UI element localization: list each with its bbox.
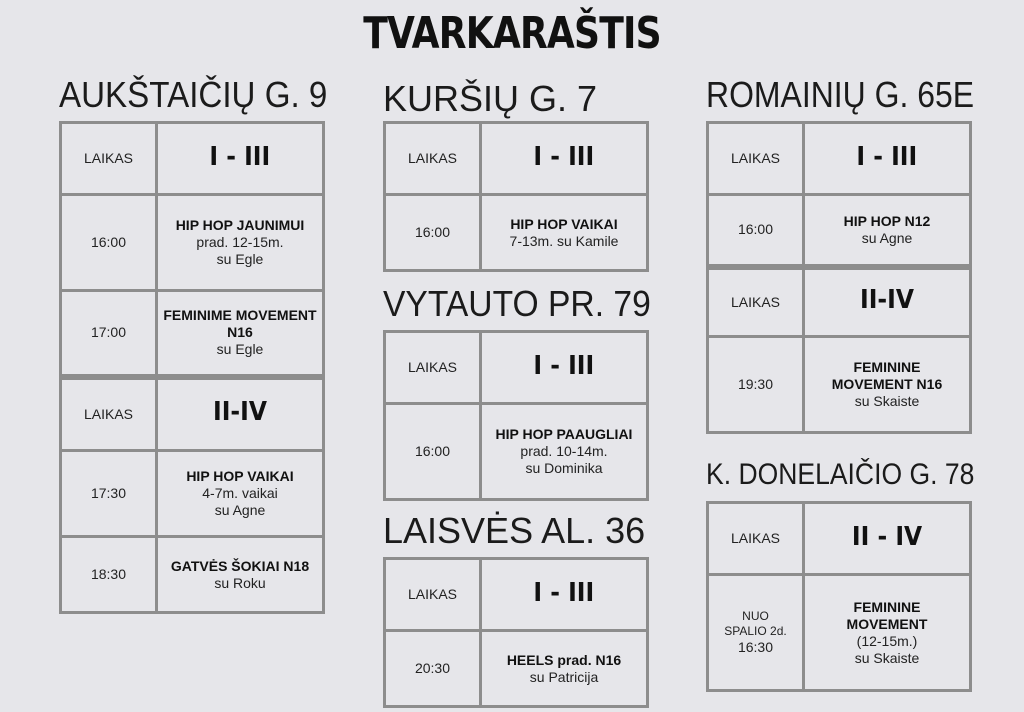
group-label: II-IV <box>860 285 914 316</box>
class-cell <box>804 575 971 691</box>
group-header <box>157 377 324 451</box>
group-label: I - III <box>209 141 271 172</box>
group-label: I - III <box>533 350 595 381</box>
time-note: SPALIO 2d. <box>724 624 787 638</box>
class-time: 16:30 <box>737 639 774 655</box>
group-label: I - III <box>533 141 595 172</box>
schedule-table-vytauto <box>383 330 649 501</box>
time-header: LAIKAS <box>385 559 481 631</box>
class-instructor: su Patricija <box>529 668 599 685</box>
class-detail: (12-15m.) <box>856 632 918 649</box>
class-time: 16:00 <box>385 404 481 500</box>
group-header <box>481 332 648 404</box>
group-label: II - IV <box>851 521 923 552</box>
schedule-table-romainiu <box>706 121 972 434</box>
class-cell <box>804 337 971 433</box>
class-cell <box>804 195 971 267</box>
location-title-laisves: LAISVĖS AL. 36 <box>383 510 646 551</box>
time-header: LAIKAS <box>708 503 804 575</box>
schedule-table-kursiu <box>383 121 649 272</box>
class-detail: prad. 12-15m. <box>196 234 284 250</box>
class-name: HIP HOP JAUNIMUI <box>175 217 305 233</box>
class-time: 17:30 <box>61 451 157 537</box>
group-header <box>157 123 324 195</box>
location-title-aukstaiciu: AUKŠTAIČIŲ G. 9 <box>59 74 328 115</box>
class-name: HIP HOP N12 <box>843 212 931 229</box>
location-title-vytauto: VYTAUTO PR. 79 <box>383 283 651 324</box>
class-cell <box>157 451 324 537</box>
class-name: FEMINIME MOVEMENT N16 <box>163 307 317 341</box>
class-name: HEELS prad. N16 <box>506 651 622 668</box>
class-instructor: su Agne <box>214 502 266 518</box>
class-cell <box>157 195 324 291</box>
class-cell <box>481 404 648 500</box>
class-name-line2: MOVEMENT N16 <box>831 376 943 392</box>
time-header: LAIKAS <box>385 123 481 195</box>
time-header: LAIKAS <box>385 332 481 404</box>
time-header: LAIKAS <box>61 377 157 451</box>
class-time: 20:30 <box>385 631 481 707</box>
class-name: FEMININE <box>853 359 921 375</box>
time-header: LAIKAS <box>61 123 157 195</box>
time-header: LAIKAS <box>708 267 804 337</box>
location-title-romainiu: ROMAINIŲ G. 65E <box>706 74 975 115</box>
class-name: GATVĖS ŠOKIAI N18 <box>170 557 310 574</box>
class-instructor: su Egle <box>216 251 264 267</box>
class-name: HIP HOP VAIKAI <box>510 215 618 232</box>
class-name: FEMININE <box>853 598 921 615</box>
group-label: II-IV <box>213 397 267 428</box>
class-instructor: su Skaiste <box>854 393 920 409</box>
class-detail: 7-13m. su Kamile <box>509 232 619 249</box>
class-detail: 4-7m. vaikai <box>202 485 278 501</box>
class-time: 16:00 <box>61 195 157 291</box>
schedule-table-aukstaiciu <box>59 121 325 614</box>
page-title: TVARKARAŠTIS <box>363 8 661 59</box>
class-instructor: su Agne <box>861 229 913 246</box>
location-title-donelaicio: K. DONELAIČIO G. 78 <box>706 458 975 491</box>
time-header: LAIKAS <box>708 123 804 195</box>
class-time: 16:00 <box>708 195 804 267</box>
group-label: I - III <box>533 577 595 608</box>
class-cell <box>481 195 648 271</box>
class-name-line2: MOVEMENT <box>846 615 928 632</box>
class-time: 17:00 <box>61 291 157 377</box>
class-name: HIP HOP VAIKAI <box>186 468 294 484</box>
class-instructor: su Egle <box>216 341 264 358</box>
class-instructor: su Roku <box>214 574 266 591</box>
group-header <box>481 123 648 195</box>
class-instructor: su Skaiste <box>854 649 920 666</box>
class-time: 19:30 <box>708 337 804 433</box>
class-instructor: su Dominika <box>525 460 603 476</box>
location-title-kursiu: KURŠIŲ G. 7 <box>383 78 598 119</box>
group-header <box>804 123 971 195</box>
group-header <box>804 503 971 575</box>
class-cell <box>157 537 324 613</box>
class-time: 16:00 <box>385 195 481 271</box>
class-time: 18:30 <box>61 537 157 613</box>
schedule-table-donelaicio <box>706 501 972 692</box>
class-cell <box>481 631 648 707</box>
class-cell <box>157 291 324 377</box>
group-label: I - III <box>856 141 918 172</box>
class-time-cell <box>708 575 804 691</box>
schedule-table-laisves <box>383 557 649 708</box>
class-detail: prad. 10-14m. <box>520 443 608 459</box>
class-name: HIP HOP PAAUGLIAI <box>495 426 633 442</box>
group-header <box>481 559 648 631</box>
group-header <box>804 267 971 337</box>
time-note: NUO <box>742 609 769 623</box>
